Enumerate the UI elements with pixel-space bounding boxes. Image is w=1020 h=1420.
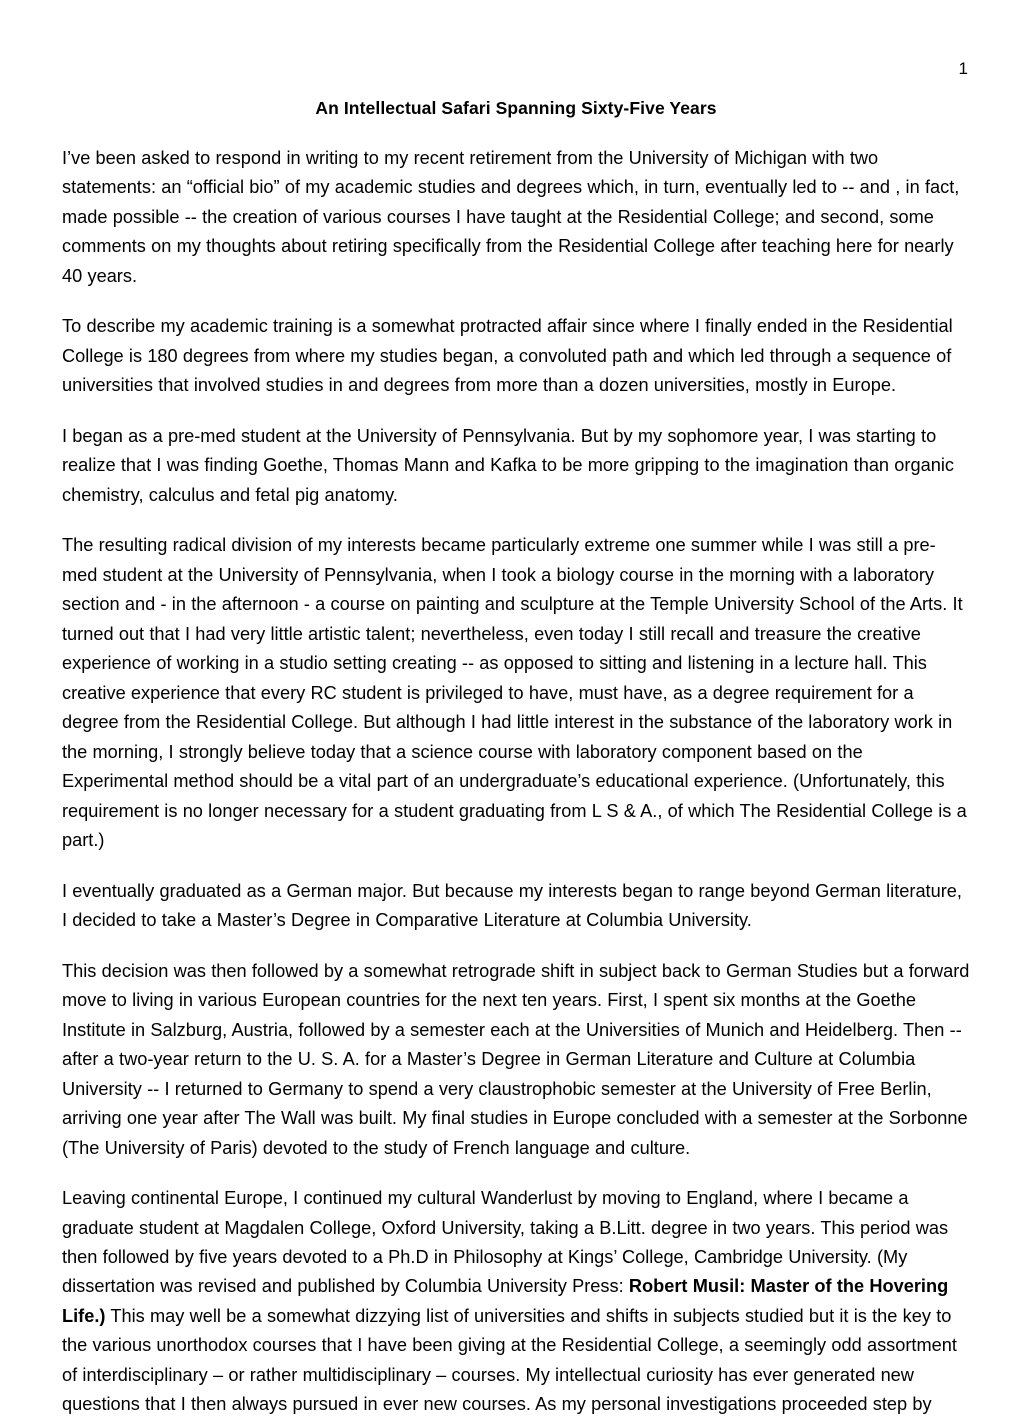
paragraph: I’ve been asked to respond in writing to my recent retirement from the University of Michigan with two statements: an “official bio” of my academic studies and degrees which, in turn, eventually led to -- and , in fact, made possible -- the creation of various courses I have taught at the Residential College; and second, some comments on my thoughts about retiring specifically from the Residential College after teaching here for nearly 40 years.	[62, 148, 960, 286]
paragraph: I eventually graduated as a German major. But because my interests began to range beyond German literature, I decided to take a Master’s Degree in Comparative Literature at Columbia University.	[62, 880, 962, 931]
page-title: An Intellectual Safari Spanning Sixty-Five Years	[315, 98, 717, 118]
paragraph-with-emphasis	[62, 1184, 970, 1420]
paragraph: To describe my academic training is a somewhat protracted affair since where I finally ended in the Residential College is 180 degrees from where my studies began, a convoluted path and which led through a sequence of universities that involved studies in and degrees from more than a dozen universities, mostly in Europe.	[62, 316, 953, 396]
page-number: 1	[958, 59, 968, 78]
paragraph: I began as a pre-med student at the University of Pennsylvania. But by my sophomore year, I was starting to realize that I was finding Goethe, Thomas Mann and Kafka to be more gripping to the imagination than organic chemistry, calculus and fetal pig anatomy.	[62, 425, 954, 505]
paragraph-text-part2: This may well be a somewhat dizzying list of universities and shifts in subjects studied but it is the key to the various unorthodox courses that I have been giving at the Residential College, a seemingly odd assortment of interdisciplinary – or rather multidisciplinary – courses. My intellectual curiosity has ever generated new questions that I then always pursued in ever new courses. As my personal investigations proceeded step by	[62, 1305, 957, 1415]
document-body	[62, 144, 970, 1420]
paragraph: This decision was then followed by a somewhat retrograde shift in subject back to German Studies but a forward move to living in various European countries for the next ten years. First, I spent six months at the Goethe Institute in Salzburg, Austria, followed by a semester each at the Universities of Munich and Heidelberg. Then -- after a two-year return to the U. S. A. for a Master’s Degree in German Literature and Culture at Columbia University -- I returned to Germany to spend a very claustrophobic semester at the University of Free Berlin, arriving one year after The Wall was built. My final studies in Europe concluded with a semester at the Sorbonne (The University of Paris) devoted to the study of French language and culture.	[62, 960, 970, 1158]
paragraph: The resulting radical division of my interests became particularly extreme one summer while I was still a pre-med student at the University of Pennsylvania, when I took a biology course in the morning with a laboratory section and - in the afternoon - a course on painting and sculpture at the Temple University School of the Arts. It turned out that I had very little artistic talent; nevertheless, even today I still recall and treasure the creative experience of working in a studio setting creating -- as opposed to sitting and listening in a lecture hall. This creative experience that every RC student is privileged to have, must have, as a degree requirement for a degree from the Residential College. But although I had little interest in the substance of the laboratory work in the morning, I strongly believe today that a science course with laboratory component based on the Experimental method should be a vital part of an undergraduate’s educational experience. (Unfortunately, this requirement is no longer necessary for a student graduating from L S & A., of which The Residential College is a part.)	[62, 535, 967, 851]
book-title-emphasis: Robert Musil: Master of the Hovering Life.)	[62, 1276, 949, 1326]
paragraph-text-part1: Leaving continental Europe, I continued my cultural Wanderlust by moving to England, where I became a graduate student at Magdalen College, Oxford University, taking a B.Litt. degree in two years. This period was then followed by five years devoted to a Ph.D in Philosophy at Kings’ College, Cambridge University. (My dissertation was revised and published by Columbia University Press:	[62, 1188, 949, 1297]
